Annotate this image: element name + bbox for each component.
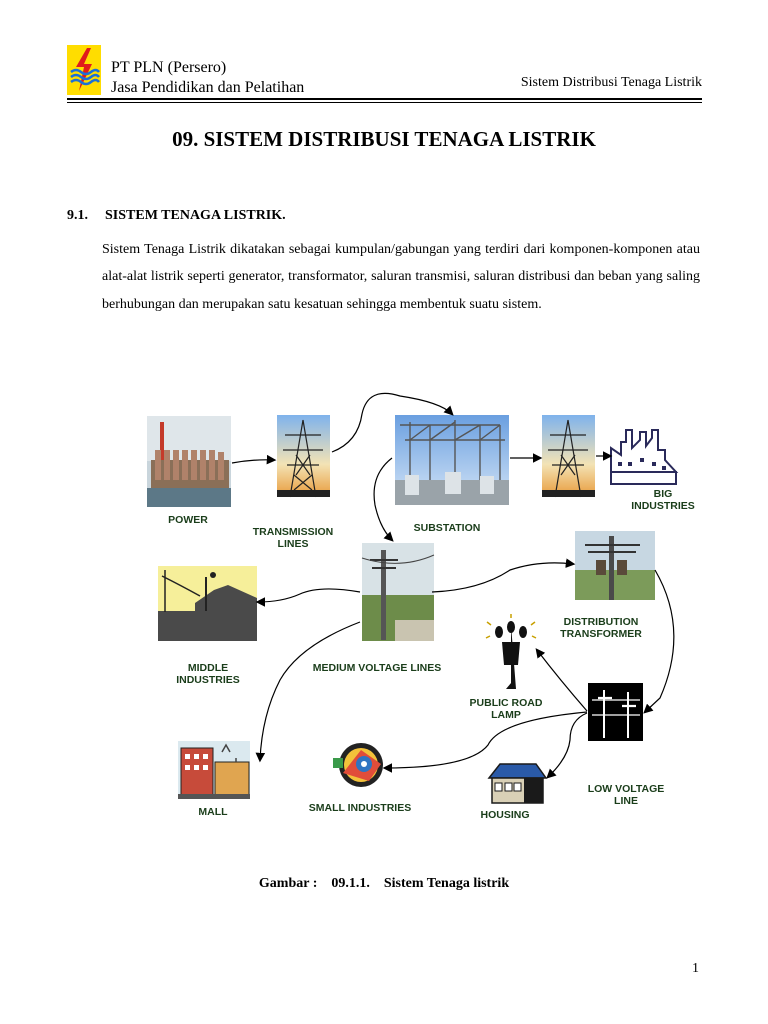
label-transmission-line-1: TRANSMISSION: [252, 526, 334, 538]
section-number: 9.1.: [67, 208, 88, 223]
body-paragraph: Sistem Tenaga Listrik dikatakan sebagai kumpulan/gabungan yang terdiri dari komponen-komponen atau alat-alat listrik seperti generator, transformator, saluran transmisi, saluran distribusi dan beban yang saling berhubungan dan merupakan satu kesatuan sehingga membentuk suatu sistem.: [102, 242, 700, 312]
distribution-transformer-image: [575, 531, 655, 600]
figure-caption: [0, 876, 768, 892]
low-voltage-pole-icon: [588, 683, 643, 741]
label-big-industries-line-2: INDUSTRIES: [631, 500, 695, 512]
label-transmission-lines: [243, 526, 343, 550]
label-distribution-line-1: DISTRIBUTION: [563, 616, 639, 628]
pln-logo: [67, 45, 101, 95]
house-icon: [489, 764, 546, 803]
street-lamp-icon: [486, 614, 536, 689]
chapter-title: 09. SISTEM DISTRIBUSI TENAGA LISTRIK: [172, 127, 596, 151]
label-housing: HOUSING: [480, 809, 530, 821]
running-header-title: Sistem Distribusi Tenaga Listrik: [520, 75, 702, 90]
org-line-1: PT PLN (Persero): [111, 59, 227, 76]
org-line-2: Jasa Pendidikan dan Pelatihan: [111, 79, 305, 96]
section-title: SISTEM TENAGA LISTRIK.: [105, 208, 286, 223]
factory-icon: [611, 430, 676, 484]
label-public-road-lamp: [456, 697, 556, 721]
organization-name: [111, 58, 304, 98]
label-power: POWER: [168, 514, 208, 526]
caption-text: Sistem Tenaga listrik: [383, 876, 510, 891]
caption-prefix: Gambar :: [258, 876, 318, 891]
label-medium-voltage-lines: MEDIUM VOLTAGE LINES: [312, 662, 442, 674]
transmission-tower-2-image: [542, 415, 595, 497]
header-rule: [67, 98, 702, 100]
label-mall: MALL: [198, 806, 228, 818]
label-low-voltage-line: [570, 783, 682, 807]
label-low-voltage-line-2: LINE: [614, 795, 638, 807]
label-substation: SUBSTATION: [413, 522, 481, 534]
page-number: 1: [692, 961, 699, 976]
mall-image: [178, 741, 250, 799]
label-middle-industries: [158, 662, 258, 686]
section-heading: [67, 208, 286, 224]
label-road-lamp-line-2: LAMP: [491, 709, 521, 721]
middle-industries-image: [158, 566, 257, 641]
label-small-industries: SMALL INDUSTRIES: [308, 802, 412, 814]
label-distribution-transformer: [544, 616, 658, 640]
power-plant-image: [147, 416, 231, 507]
label-transmission-line-2: LINES: [277, 538, 309, 550]
medium-voltage-pole-image: [362, 543, 434, 641]
label-road-lamp-line-1: PUBLIC ROAD: [469, 697, 543, 709]
label-big-industries-line-1: BIG: [653, 488, 673, 500]
label-low-voltage-line-1: LOW VOLTAGE: [587, 783, 665, 795]
small-industries-icon: [333, 743, 383, 787]
power-system-diagram: [0, 380, 768, 840]
label-middle-industries-line-1: MIDDLE: [187, 662, 229, 674]
caption-number: 09.1.1.: [331, 876, 370, 891]
label-middle-industries-line-2: INDUSTRIES: [176, 674, 240, 686]
label-distribution-line-2: TRANSFORMER: [560, 628, 642, 640]
header-rule-thin: [67, 102, 702, 103]
transmission-tower-image: [277, 415, 330, 497]
substation-image: [395, 415, 509, 505]
label-big-industries: [616, 488, 710, 512]
